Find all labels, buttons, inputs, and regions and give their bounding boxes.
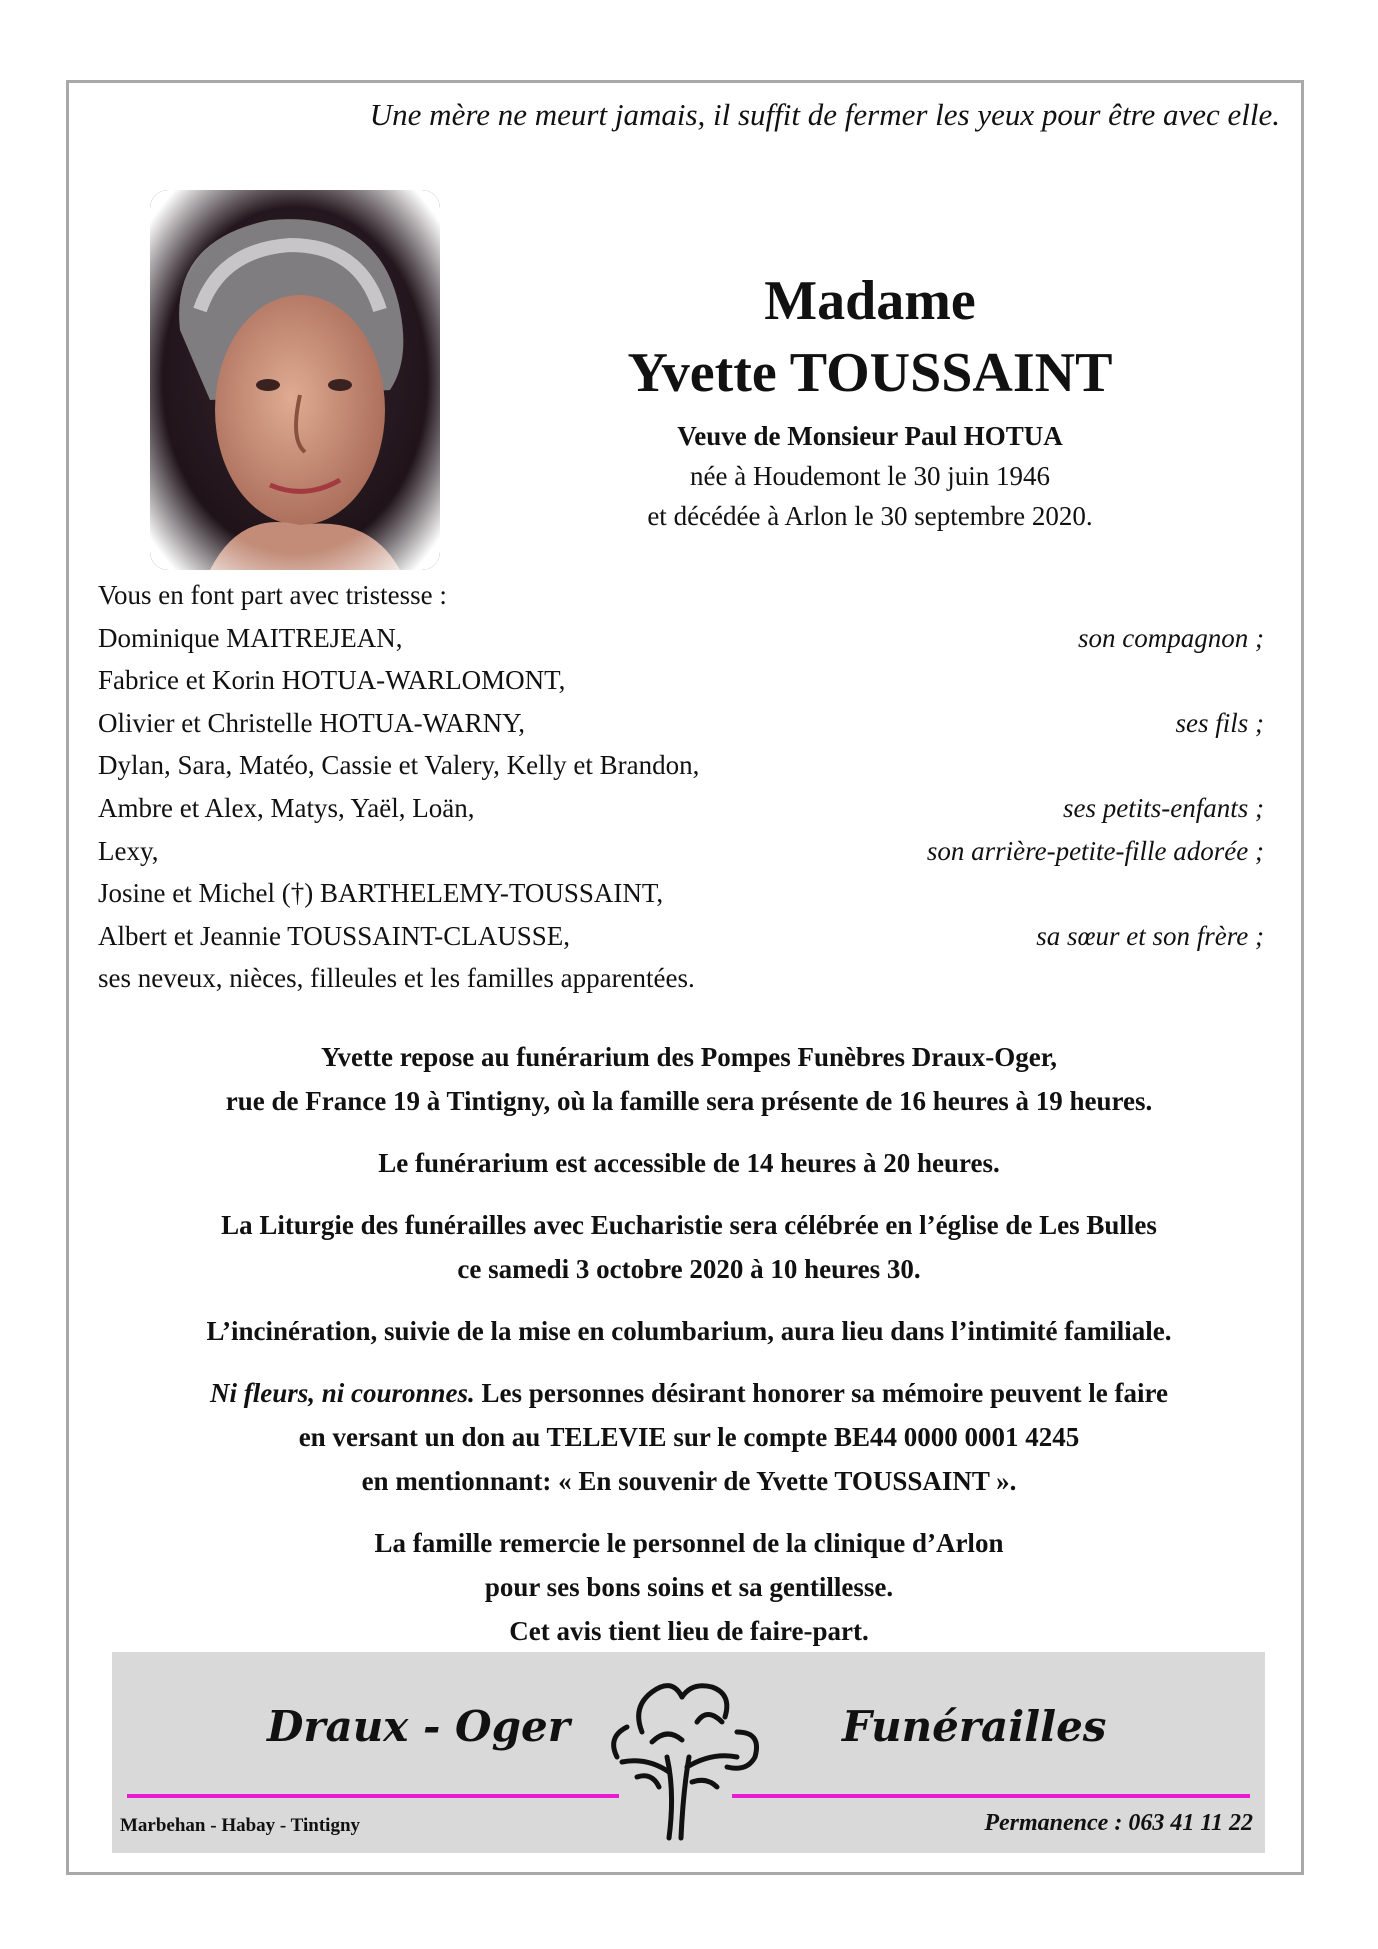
family-names: ses neveux, nièces, filleules et les familles apparentées. <box>98 963 695 994</box>
family-names: Dylan, Sara, Matéo, Cassie et Valery, Kelly et Brandon, <box>98 750 700 781</box>
portrait-photo-image <box>150 190 440 570</box>
permanence-phone: Permanence : 063 41 11 22 <box>984 1810 1253 1836</box>
thanks-line-2: pour ses bons soins et sa gentillesse. <box>484 1572 894 1602</box>
liturgy-line-2: ce samedi 3 octobre 2020 à 10 heures 30. <box>457 1254 921 1284</box>
family-names: Ambre et Alex, Matys, Yaël, Loän, <box>98 792 475 823</box>
access-line: Le funérarium est accessible de 14 heures à 20 heures. <box>378 1148 1000 1178</box>
family-row <box>98 957 1264 1000</box>
family-row <box>98 744 1264 787</box>
cremation-paragraph <box>80 1309 1298 1353</box>
funeral-info <box>80 1035 1298 1671</box>
tree-logo-icon <box>597 1662 777 1842</box>
family-intro-text: Vous en font part avec tristesse : <box>98 580 447 610</box>
portrait-photo <box>150 190 440 570</box>
flowers-rest-text: Les personnes désirant honorer sa mémoire peuvent le faire <box>474 1378 1168 1408</box>
deceased-heading <box>560 268 1180 536</box>
family-relation: ses petits-enfants ; <box>1063 792 1264 823</box>
family-relation: son compagnon ; <box>1078 622 1264 653</box>
thanks-line-3: Cet avis tient lieu de faire-part. <box>509 1616 869 1646</box>
deceased-name: Yvette TOUSSAINT <box>627 342 1113 404</box>
repose-line-2: rue de France 19 à Tintigny, où la famille sera présente de 16 heures à 19 heures. <box>225 1086 1153 1116</box>
widow-of-line: Veuve de Monsieur Paul HOTUA <box>677 421 1063 451</box>
donation-paragraph <box>80 1371 1298 1503</box>
family-names: Olivier et Christelle HOTUA-WARNY, <box>98 707 525 738</box>
family-relation: sa sœur et son frère ; <box>1036 920 1264 951</box>
family-names: Josine et Michel (†) BARTHELEMY-TOUSSAINT, <box>98 878 664 909</box>
repose-line-1: Yvette repose au funérarium des Pompes Funèbres Draux-Oger, <box>321 1042 1057 1072</box>
family-row <box>98 617 1264 660</box>
family-row <box>98 659 1264 702</box>
thanks-line-1: La famille remercie le personnel de la clinique d’Arlon <box>374 1528 1004 1558</box>
mention-line: en mentionnant: « En souvenir de Yvette TOUSSAINT ». <box>361 1466 1017 1496</box>
family-relation: ses fils ; <box>1175 707 1264 738</box>
access-paragraph <box>80 1141 1298 1185</box>
family-names: Lexy, <box>98 835 159 866</box>
birth-line: née à Houdemont le 30 juin 1946 <box>690 461 1050 491</box>
epigraph-quote: Une mère ne meurt jamais, il suffit de fermer les yeux pour être avec elle. <box>369 97 1280 132</box>
liturgy-paragraph <box>80 1203 1298 1291</box>
locations-text: Marbehan - Habay - Tintigny <box>120 1815 361 1836</box>
thanks-paragraph <box>80 1521 1298 1653</box>
family-row <box>98 872 1264 915</box>
family-row <box>98 830 1264 873</box>
family-intro <box>98 574 1264 617</box>
donation-line: en versant un don au TELEVIE sur le compte BE44 0000 0001 4245 <box>298 1422 1080 1452</box>
funeral-home-banner <box>112 1652 1265 1853</box>
liturgy-line-1: La Liturgie des funérailles avec Eucharistie sera célébrée en l’église de Les Bulles <box>221 1210 1157 1240</box>
brand-tagline: Funérailles <box>842 1702 1107 1751</box>
title-honorific: Madame <box>764 270 976 332</box>
repose-paragraph <box>80 1035 1298 1123</box>
family-names: Fabrice et Korin HOTUA-WARLOMONT, <box>98 665 566 696</box>
brand-name: Draux - Oger <box>267 1702 570 1751</box>
accent-line-left <box>127 1794 619 1798</box>
family-names: Albert et Jeannie TOUSSAINT-CLAUSSE, <box>98 920 570 951</box>
family-relation: son arrière-petite-fille adorée ; <box>926 835 1264 866</box>
cremation-line: L’incinération, suivie de la mise en columbarium, aura lieu dans l’intimité familiale. <box>206 1316 1172 1346</box>
family-list <box>98 574 1264 1000</box>
family-row <box>98 915 1264 958</box>
family-names: Dominique MAITREJEAN, <box>98 622 403 653</box>
no-flowers-text: Ni fleurs, ni couronnes. <box>209 1378 475 1408</box>
accent-line-right <box>732 1794 1250 1798</box>
family-row <box>98 787 1264 830</box>
family-row <box>98 702 1264 745</box>
death-line: et décédée à Arlon le 30 septembre 2020. <box>647 501 1093 531</box>
